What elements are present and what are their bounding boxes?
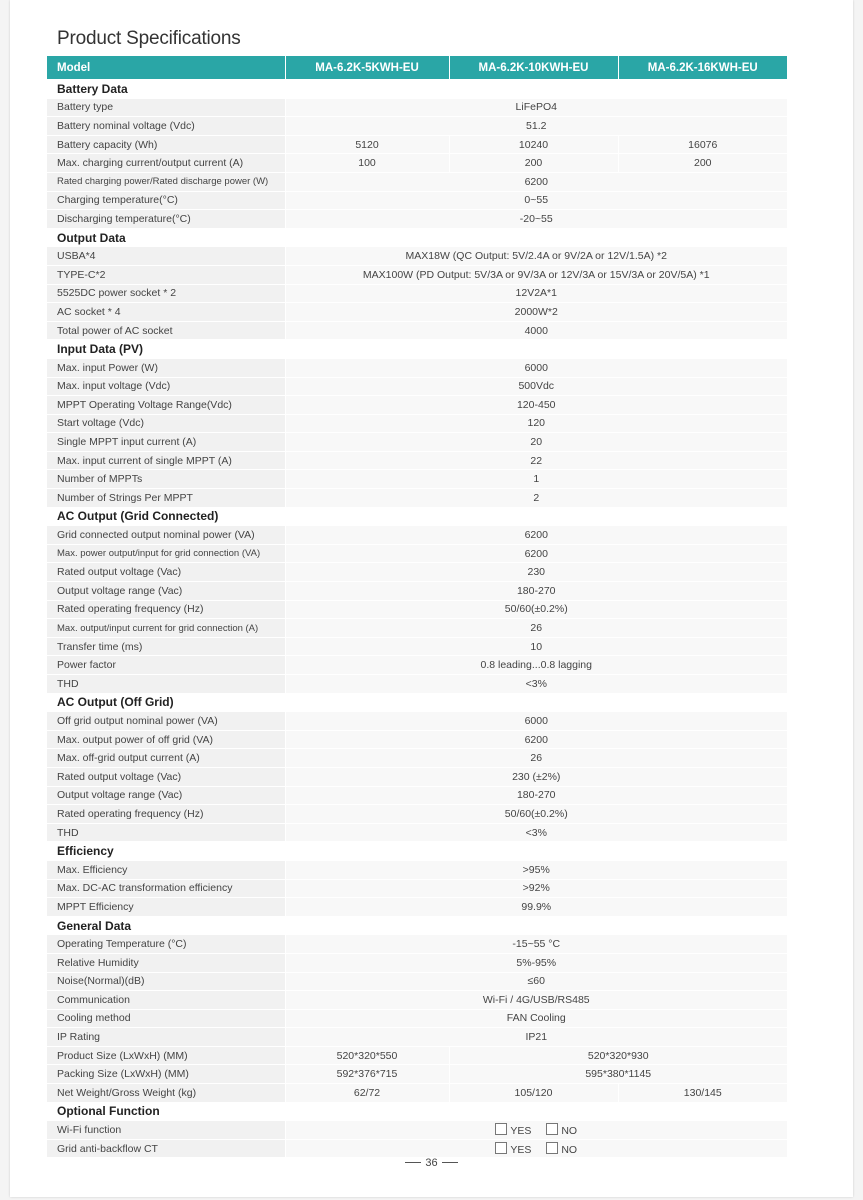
table-row: [47, 953, 787, 972]
table-row: [47, 972, 787, 991]
table-row: [47, 321, 787, 340]
row-label: Communication: [47, 991, 285, 1010]
row-value: 6200: [285, 730, 787, 749]
no-label: NO: [561, 1143, 578, 1156]
row-value: 200: [449, 154, 618, 173]
row-value: 26: [285, 619, 787, 638]
table-row: [47, 1139, 787, 1157]
row-value: 2: [285, 489, 787, 508]
row-label: Rated charging power/Rated discharge power (W): [47, 172, 285, 191]
row-value: 16076: [618, 135, 787, 154]
section-battery-data: Battery Data: [47, 80, 787, 99]
row-value: 200: [618, 154, 787, 173]
row-label: Operating Temperature (°C): [47, 935, 285, 954]
table-row: [47, 1065, 787, 1084]
row-value: IP21: [285, 1028, 787, 1047]
wifi-yes-option[interactable]: [495, 1123, 531, 1137]
row-label: Discharging temperature(°C): [47, 210, 285, 229]
row-value: 10240: [449, 135, 618, 154]
row-value: 6200: [285, 544, 787, 563]
row-value: 12V2A*1: [285, 284, 787, 303]
table-row: [47, 898, 787, 917]
row-label: Battery type: [47, 98, 285, 117]
row-value: <3%: [285, 823, 787, 842]
row-label: Cooling method: [47, 1009, 285, 1028]
row-value: >92%: [285, 879, 787, 898]
page-title: Product Specifications: [57, 28, 241, 49]
row-label: Number of MPPTs: [47, 470, 285, 489]
table-row: [47, 767, 787, 786]
table-row: [47, 433, 787, 452]
model-header-16kwh: MA-6.2K-16KWH-EU: [618, 56, 787, 80]
row-label: Transfer time (ms): [47, 637, 285, 656]
table-row: [47, 265, 787, 284]
table-row: [47, 1028, 787, 1047]
row-value: 105/120: [449, 1084, 618, 1103]
row-label: Power factor: [47, 656, 285, 675]
table-row: [47, 377, 787, 396]
row-label: Packing Size (LxWxH) (MM): [47, 1065, 285, 1084]
row-value: 180-270: [285, 786, 787, 805]
section-optional-function: Optional Function: [47, 1102, 787, 1121]
row-label: Max. off-grid output current (A): [47, 749, 285, 768]
checkbox-icon[interactable]: [495, 1123, 507, 1135]
row-value: 0~55: [285, 191, 787, 210]
section-efficiency: Efficiency: [47, 842, 787, 861]
table-row: [47, 749, 787, 768]
row-label: MPPT Efficiency: [47, 898, 285, 917]
row-value: 520*320*930: [449, 1046, 787, 1065]
row-value: [285, 1139, 787, 1157]
footer-dash: [405, 1162, 421, 1163]
row-value: 5120: [285, 135, 449, 154]
row-value: 10: [285, 637, 787, 656]
row-value: MAX100W (PD Output: 5V/3A or 9V/3A or 12V/3A or 15V/3A or 20V/5A) *1: [285, 265, 787, 284]
table-row: [47, 935, 787, 954]
row-value: FAN Cooling: [285, 1009, 787, 1028]
model-header-label: Model: [47, 56, 285, 80]
table-row: [47, 730, 787, 749]
row-value: 4000: [285, 321, 787, 340]
row-value: ≤60: [285, 972, 787, 991]
row-value: 592*376*715: [285, 1065, 449, 1084]
table-row: [47, 284, 787, 303]
table-row: [47, 1046, 787, 1065]
table-row: [47, 451, 787, 470]
section-ac-output-offgrid: AC Output (Off Grid): [47, 693, 787, 712]
table-row: [47, 600, 787, 619]
row-value: 0.8 leading...0.8 lagging: [285, 656, 787, 675]
table-row: [47, 154, 787, 173]
table-row: [47, 805, 787, 824]
row-label: Max. output power of off grid (VA): [47, 730, 285, 749]
row-label: Grid connected output nominal power (VA): [47, 526, 285, 545]
table-row: [47, 860, 787, 879]
row-value: 51.2: [285, 117, 787, 136]
row-label: USBA*4: [47, 247, 285, 266]
spec-page: [10, 0, 853, 1197]
model-header-row: [47, 56, 787, 80]
row-label: Start voltage (Vdc): [47, 414, 285, 433]
row-value: 6000: [285, 358, 787, 377]
table-row: [47, 210, 787, 229]
checkbox-icon[interactable]: [495, 1142, 507, 1154]
row-value: 6200: [285, 526, 787, 545]
row-label: TYPE-C*2: [47, 265, 285, 284]
table-row: [47, 712, 787, 731]
section-general-data: General Data: [47, 916, 787, 935]
row-value: 230 (±2%): [285, 767, 787, 786]
row-label: Battery nominal voltage (Vdc): [47, 117, 285, 136]
table-row: [47, 879, 787, 898]
table-row: [47, 303, 787, 322]
table-row: [47, 637, 787, 656]
row-label: Product Size (LxWxH) (MM): [47, 1046, 285, 1065]
row-value: -20~55: [285, 210, 787, 229]
table-row: [47, 117, 787, 136]
row-label: Rated output voltage (Vac): [47, 563, 285, 582]
table-row: [47, 823, 787, 842]
table-row: [47, 991, 787, 1010]
table-row: [47, 191, 787, 210]
row-label: Max. input voltage (Vdc): [47, 377, 285, 396]
row-label: Max. input Power (W): [47, 358, 285, 377]
row-value: 6000: [285, 712, 787, 731]
row-value: LiFePO4: [285, 98, 787, 117]
row-value: [285, 1121, 787, 1140]
row-value: 62/72: [285, 1084, 449, 1103]
row-value: 180-270: [285, 582, 787, 601]
row-label: Output voltage range (Vac): [47, 582, 285, 601]
section-input-data-pv: Input Data (PV): [47, 340, 787, 359]
wifi-no-option[interactable]: [546, 1123, 577, 1137]
yes-label: YES: [510, 1125, 532, 1138]
row-value: 500Vdc: [285, 377, 787, 396]
row-label: Output voltage range (Vac): [47, 786, 285, 805]
row-label: Max. Efficiency: [47, 860, 285, 879]
yes-label: YES: [510, 1143, 532, 1156]
row-value: 26: [285, 749, 787, 768]
row-label: THD: [47, 675, 285, 694]
spec-table: [47, 56, 787, 1157]
row-label: MPPT Operating Voltage Range(Vdc): [47, 396, 285, 415]
table-row: [47, 675, 787, 694]
row-label: Rated output voltage (Vac): [47, 767, 285, 786]
row-label: Number of Strings Per MPPT: [47, 489, 285, 508]
model-header-5kwh: MA-6.2K-5KWH-EU: [285, 56, 449, 80]
table-row: [47, 656, 787, 675]
table-row: [47, 619, 787, 638]
row-label: IP Rating: [47, 1028, 285, 1047]
section-ac-output-grid: AC Output (Grid Connected): [47, 507, 787, 526]
row-label: Single MPPT input current (A): [47, 433, 285, 452]
table-row: [47, 1009, 787, 1028]
row-label: Max. input current of single MPPT (A): [47, 451, 285, 470]
row-label: AC socket * 4: [47, 303, 285, 322]
table-row: [47, 414, 787, 433]
table-row: [47, 396, 787, 415]
row-label: Charging temperature(°C): [47, 191, 285, 210]
row-value: -15~55 °C: [285, 935, 787, 954]
row-value: MAX18W (QC Output: 5V/2.4A or 9V/2A or 12V/1.5A) *2: [285, 247, 787, 266]
row-value: 1: [285, 470, 787, 489]
footer-dash: [442, 1162, 458, 1163]
row-value: 20: [285, 433, 787, 452]
row-label: Max. power output/input for grid connection (VA): [47, 544, 285, 563]
row-value: 99.9%: [285, 898, 787, 917]
table-row: [47, 786, 787, 805]
table-row: [47, 544, 787, 563]
row-label: THD: [47, 823, 285, 842]
row-value: <3%: [285, 675, 787, 694]
row-value: 2000W*2: [285, 303, 787, 322]
table-row: [47, 489, 787, 508]
row-label: Rated operating frequency (Hz): [47, 600, 285, 619]
table-row: [47, 358, 787, 377]
ct-yes-option[interactable]: [495, 1142, 531, 1156]
table-row: [47, 98, 787, 117]
row-value: 50/60(±0.2%): [285, 805, 787, 824]
row-value: 5%-95%: [285, 953, 787, 972]
row-label: Grid anti-backflow CT: [47, 1139, 285, 1157]
row-value: 120: [285, 414, 787, 433]
row-label: Total power of AC socket: [47, 321, 285, 340]
row-label: Net Weight/Gross Weight (kg): [47, 1084, 285, 1103]
table-row: [47, 247, 787, 266]
table-row: [47, 172, 787, 191]
row-value: >95%: [285, 860, 787, 879]
row-label: Wi-Fi function: [47, 1121, 285, 1140]
table-row: [47, 135, 787, 154]
row-value: 120-450: [285, 396, 787, 415]
row-label: Max. DC-AC transformation efficiency: [47, 879, 285, 898]
row-value: 100: [285, 154, 449, 173]
row-label: 5525DC power socket * 2: [47, 284, 285, 303]
row-label: Relative Humidity: [47, 953, 285, 972]
page-footer: [0, 1157, 863, 1169]
row-label: Max. output/input current for grid connection (A): [47, 619, 285, 638]
table-row: [47, 526, 787, 545]
row-value: 520*320*550: [285, 1046, 449, 1065]
table-row: [47, 1121, 787, 1140]
table-row: [47, 470, 787, 489]
table-row: [47, 582, 787, 601]
section-output-data: Output Data: [47, 228, 787, 247]
table-row: [47, 563, 787, 582]
row-value: 6200: [285, 172, 787, 191]
no-label: NO: [561, 1125, 578, 1138]
row-value: Wi-Fi / 4G/USB/RS485: [285, 991, 787, 1010]
row-label: Rated operating frequency (Hz): [47, 805, 285, 824]
checkbox-icon[interactable]: [546, 1142, 558, 1154]
row-value: 50/60(±0.2%): [285, 600, 787, 619]
checkbox-icon[interactable]: [546, 1123, 558, 1135]
model-header-10kwh: MA-6.2K-10KWH-EU: [449, 56, 618, 80]
row-label: Off grid output nominal power (VA): [47, 712, 285, 731]
row-label: Max. charging current/output current (A): [47, 154, 285, 173]
row-value: 230: [285, 563, 787, 582]
row-value: 22: [285, 451, 787, 470]
row-label: Noise(Normal)(dB): [47, 972, 285, 991]
row-value: 595*380*1145: [449, 1065, 787, 1084]
ct-no-option[interactable]: [546, 1142, 577, 1156]
row-label: Battery capacity (Wh): [47, 135, 285, 154]
page-number: 36: [425, 1157, 438, 1169]
row-value: 130/145: [618, 1084, 787, 1103]
table-row: [47, 1084, 787, 1103]
